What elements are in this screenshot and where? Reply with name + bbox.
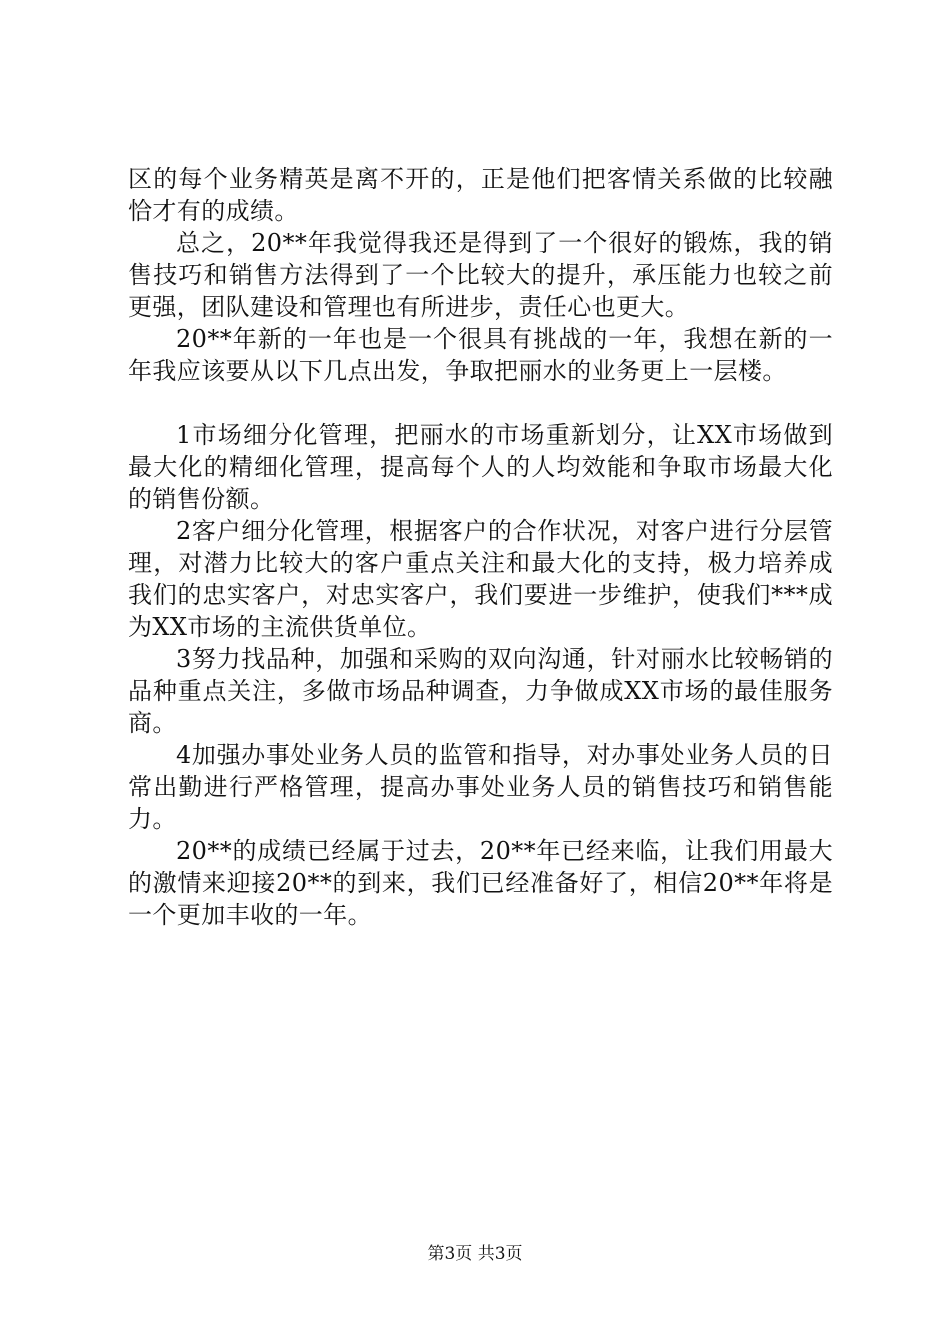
plan-item-staff: 4加强办事处业务人员的监管和指导，对办事处业务人员的日常出勤进行严格管理，提高办事处业务人员的销售技巧和销售能力。 [128, 741, 833, 833]
plan-item-product: 3努力找品种，加强和采购的双向沟通，针对丽水比较畅销的品种重点关注，多做市场品种调查，力争做成XX市场的最佳服务商。 [128, 645, 833, 737]
paragraph-new-year-intro: 20**年新的一年也是一个很具有挑战的一年，我想在新的一年我应该要从以下几点出发，争取把丽水的业务更上一层楼。 [128, 325, 833, 385]
paragraph-summary: 总之，20**年我觉得我还是得到了一个很好的锻炼，我的销售技巧和销售方法得到了一个比较大的提升，承压能力也较之前更强，团队建设和管理也有所进步，责任心也更大。 [128, 229, 833, 321]
paragraph-closing: 20**的成绩已经属于过去，20**年已经来临，让我们用最大的激情来迎接20**的到来，我们已经准备好了，相信20**年将是一个更加丰收的一年。 [128, 837, 833, 929]
plan-item-market: 1市场细分化管理，把丽水的市场重新划分，让XX市场做到最大化的精细化管理，提高每个人的人均效能和争取市场最大化的销售份额。 [128, 421, 833, 513]
page-number-footer: 第3页 共3页 [427, 1244, 523, 1264]
plan-item-customer: 2客户细分化管理，根据客户的合作状况，对客户进行分层管理，对潜力比较大的客户重点关注和最大化的支持，极力培养成我们的忠实客户，对忠实客户，我们要进一步维护，使我们***成为XX市场的主流供货单位。 [128, 517, 833, 641]
document-body [128, 163, 833, 931]
paragraph-continuation: 区的每个业务精英是离不开的，正是他们把客情关系做的比较融恰才有的成绩。 [128, 165, 833, 225]
